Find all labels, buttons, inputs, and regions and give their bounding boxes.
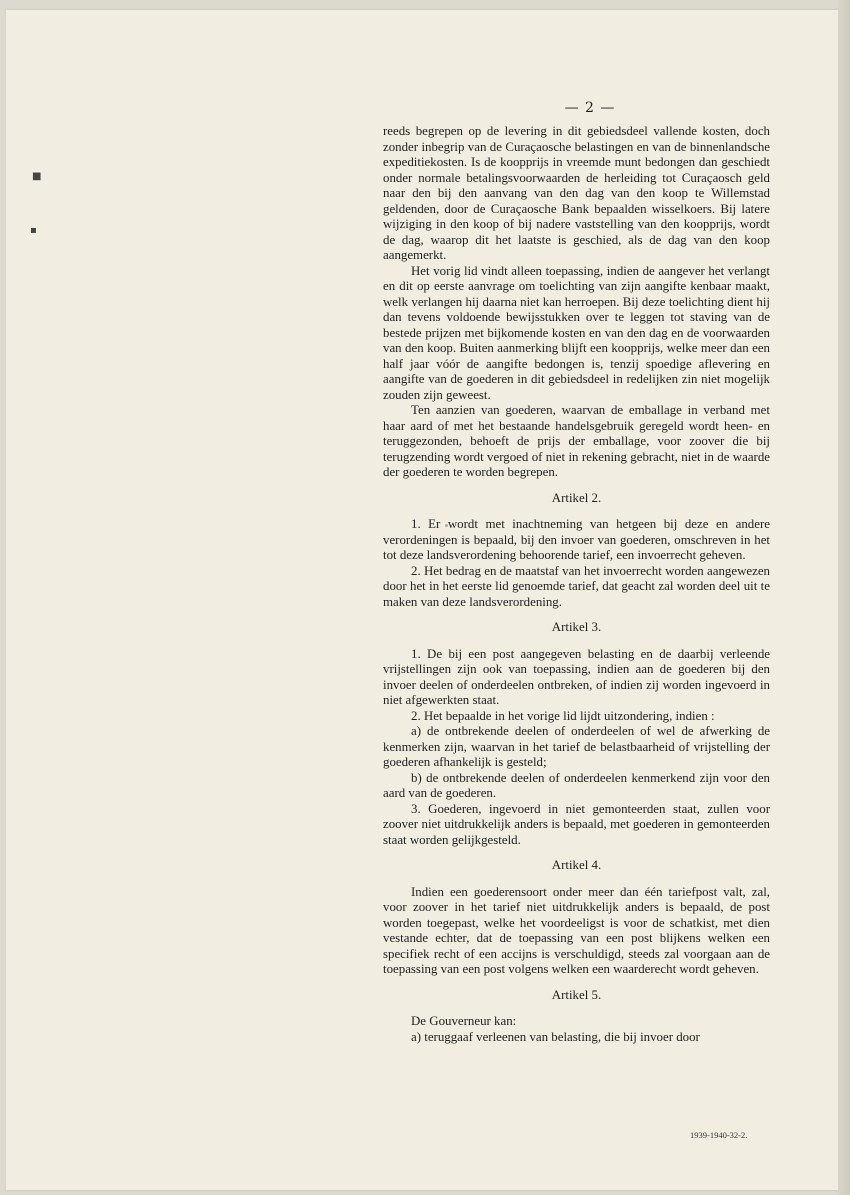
paragraph: a) de ontbrekende deelen of onderdeelen of wel de afwerking de kenmerken zijn, waarvan in het tarief de belastbaarheid of vrijstelling der goederen afhankelijk is gesteld; xyxy=(383,724,770,769)
paragraph: 1. Er wordt met inachtneming van hetgeen bij deze en andere verordeningen is bepaald, bij den invoer van goederen, omschreven in het tot deze landsverordening behoorende tarief, een invoerrecht geheven. xyxy=(383,517,770,562)
paragraph: 2. Het bepaalde in het vorige lid lijdt uitzondering, indien : xyxy=(411,708,715,723)
article-heading: Artikel 2. xyxy=(551,490,602,505)
article-heading: Artikel 3. xyxy=(551,620,602,634)
paragraph: Ten aanzien van goederen, waarvan de emballage in verband met haar aard of met het bestaande handelsgebruik geregeld wordt heen- en teruggezonden, behoeft de prijs der emballage, voor zoover die bij terugzending wordt vergoed of niet in rekening gebracht, niet in de waarde der goederen te worden begrepen. xyxy=(383,403,770,479)
paragraph: Indien een goederensoort onder meer dan één tariefpost valt, zal, voor zoover in het tarief niet uitdrukkelijk anders is bepaald, de post worden toegepast, welke het voordeeligst is voor de schatkist, met dien vestande echter, dat de toepassing van een post blijkens welken een specifiek recht of een accijns is verschuldigd, steeds zal voorgaan aan de toepassing van een post volgens welken een waarderecht wordt geheven. xyxy=(383,884,770,976)
paragraph: 3. Goederen, ingevoerd in niet gemonteerden staat, zullen voor zoover niet uitdrukkelijk anders is bepaald, met goederen in gemonteerden staat worden gelijkgesteld. xyxy=(383,801,770,847)
margin-mark: ■ xyxy=(32,171,42,182)
margin-mark: ▪ xyxy=(30,225,37,236)
paragraph: reeds begrepen op de levering in dit gebiedsdeel vallende kosten, doch zonder inbegrip van de Curaçaosche belastingen en van de binnenlandsche expeditiekosten. Is de koopprijs in vreemde munt bedongen dan geschiedt onder normale betalingsvoorwaarden de herleiding tot Curaçaosch geld naar den bij den aanvang van den dag van den koop te Willemstad geldenden, door de Curaçaosche Bank bepaalden wisselkoers. Bij latere wijziging in den koop of bij nadere vaststelling van den koopprijs, wordt de dag, waarop dit het laatste is geschied, als de dag van den koop aangemerkt. xyxy=(383,124,770,262)
article-heading: Artikel 5. xyxy=(551,987,602,1002)
article-heading: Artikel 4. xyxy=(551,858,602,872)
body-text-column xyxy=(383,124,770,1045)
paragraph: Het vorig lid vindt alleen toepassing, indien de aangever het verlangt en dit op eerste aanvrage om toelichting van zijn aangifte kenbaar maakt, welk verlangen hij daarna niet kan herroepen. Bij deze toelichting dient hij dan tevens voldoende bewijsstukken over te leggen tot staving van de bestede prijzen met bijkomende kosten en van den dag en de voorwaarden van den koop. Buiten aanmerking blijft een koopprijs, welke meer dan een half jaar vóór de aangifte bedongen is, tenzij spoedige aflevering en aangifte van de goederen in dit gebiedsdeel in redelijken zin niet mogelijk zouden zijn geweest. xyxy=(383,263,770,402)
paragraph: 1. De bij een post aangegeven belasting en de daarbij verleende vrijstellingen zijn ook van toepassing, indien aan de goederen bij den invoer deelen of onderdeelen ontbreken, of indien zij worden ingevoerd in niet afgewerkten staat. xyxy=(383,646,770,707)
paragraph: a) teruggaaf verleenen van belasting, die bij invoer door xyxy=(411,1029,700,1044)
paragraph: b) de ontbrekende deelen of onderdeelen kenmerkend zijn voor den aard van de goederen. xyxy=(383,770,770,800)
paragraph: De Gouverneur kan: xyxy=(411,1014,517,1028)
paragraph: 2. Het bedrag en de maatstaf van het invoerrecht worden aangewezen door het in het eerste lid genoemde tarief, dat geacht zal worden deel uit te maken van deze landsverordening. xyxy=(383,563,770,609)
document-code: 1939-1940-32-2. xyxy=(690,1130,748,1140)
page-edge xyxy=(838,0,850,1195)
page-number: — 2 — xyxy=(564,100,616,116)
